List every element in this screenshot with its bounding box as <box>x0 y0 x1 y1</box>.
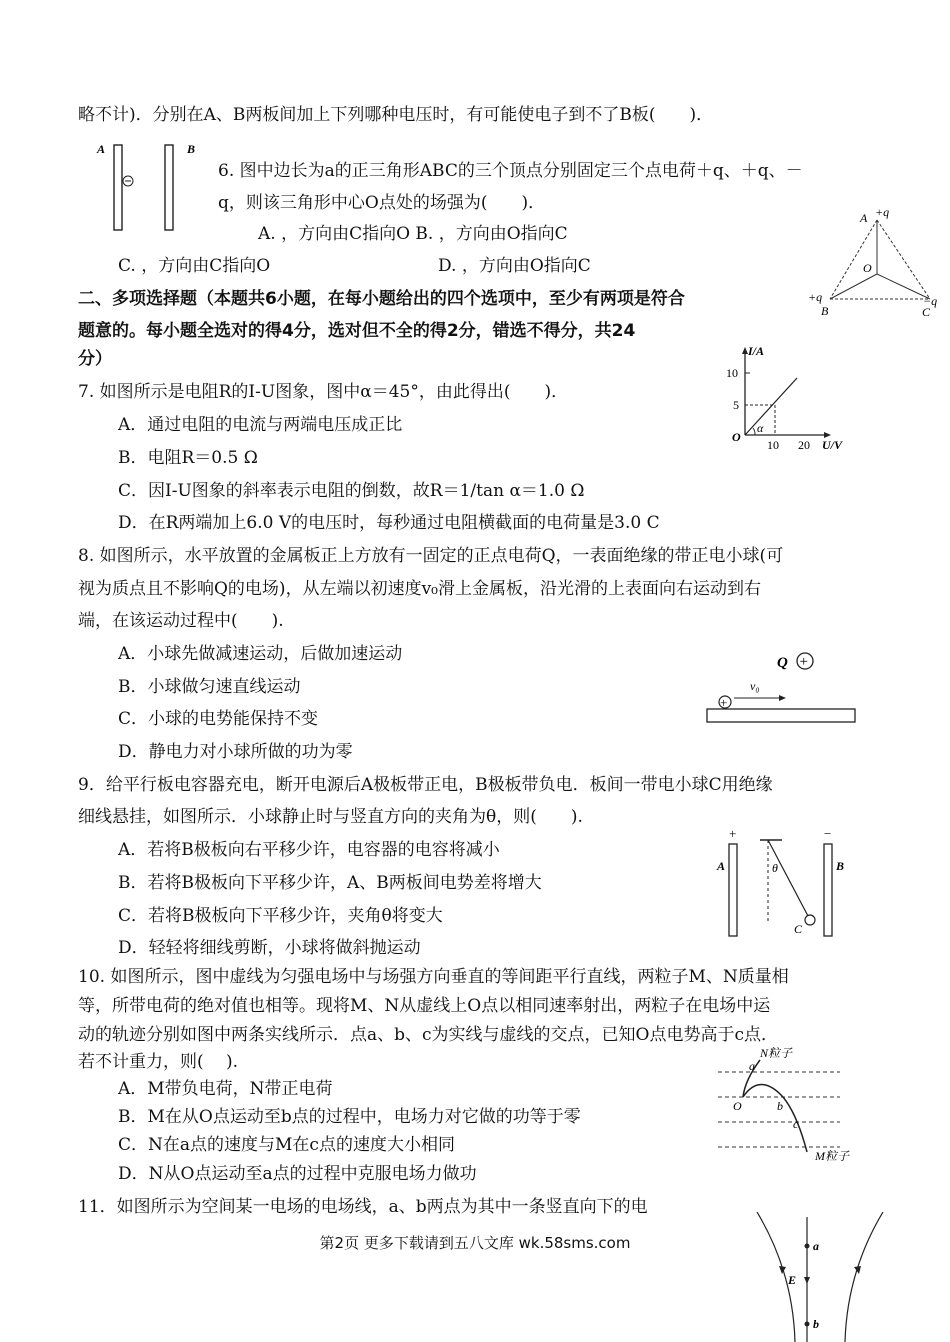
text-line: 二、多项选择题（本题共6小题，在每小题给出的四个选项中，至少有两项是符合 <box>78 289 685 309</box>
v0-label: v₀ <box>750 679 760 693</box>
text-line: 题意的。每小题全选对的得4分，选对但不全的得2分，错选不得分，共24 <box>78 321 636 341</box>
field-e-label: E <box>788 1273 797 1287</box>
charge-q-label: Q <box>777 655 788 671</box>
text-line: q，则该三角形中心O点处的场强为( )． <box>218 193 546 213</box>
text-line: C．因I-U图象的斜率表示电阻的倒数，故R＝1/tan α＝1.0 Ω <box>118 481 585 501</box>
plate-a-label: A <box>97 142 106 156</box>
text-line: 8. 如图所示，水平放置的金属板正上方放有一固定的正点电荷Q，一表面绝缘的带正电小球(可 <box>78 546 784 566</box>
y-tick-10: 10 <box>726 366 738 380</box>
plate-a-label: A <box>717 859 726 873</box>
alpha-label: α <box>757 421 764 435</box>
text-line: 略不计)．分别在A、B两板间加上下列哪种电压时，有可能使电子到不了B板( )． <box>78 105 714 125</box>
thread <box>768 840 808 916</box>
ball-c-label: C <box>794 922 803 936</box>
text-line: 分） <box>78 349 112 369</box>
ball-sign: + <box>720 695 728 710</box>
y-tick-5: 5 <box>733 398 739 412</box>
point-c-label: c <box>793 1117 799 1131</box>
charge-q-sign: + <box>799 654 808 670</box>
point-o-label: O <box>733 1099 742 1113</box>
theta-label: θ <box>772 861 778 875</box>
text-line: C．小球的电势能保持不变 <box>118 709 319 729</box>
text-line: A．若将B极板向右平移少许，电容器的电容将减小 <box>118 840 500 860</box>
y-axis-label: I/A <box>748 345 765 358</box>
page-footer: 第2页 更多下载请到五八文库 wk.58sms.com <box>319 1234 631 1252</box>
n-particle-label: N粒子 <box>760 1046 793 1060</box>
iu-line <box>745 378 797 435</box>
text-line: D．在R两端加上6.0 V的电压时，每秒通过电阻横截面的电荷量是3.0 C <box>118 513 660 533</box>
plate-b-sign: − <box>824 828 832 841</box>
vertex-b-charge: +q <box>808 290 823 304</box>
text-line: 动的轨迹分别如图中两条实线所示．点a、b、c为实线与虚线的交点，已知O点电势高于c点． <box>78 1025 778 1045</box>
plate-a-sign: + <box>729 828 737 841</box>
vertex-c-label: C <box>922 305 931 319</box>
plate-b <box>824 844 832 936</box>
plate-b-label: B <box>836 859 845 873</box>
text-line: D．N从O点运动至a点的过程中克服电场力做功 <box>118 1164 477 1184</box>
trajectory-figure <box>715 1042 870 1167</box>
text-line: 视为质点且不影响Q的电场)，从左端以初速度v₀滑上金属板，沿光滑的上表面向右运动到右 <box>78 579 761 599</box>
text-line: D. ，方向由O指向C <box>438 256 591 276</box>
x-axis-label: U/V <box>822 438 843 452</box>
plates-figure <box>92 138 202 233</box>
text-line: A．M带负电荷，N带正电荷 <box>118 1079 333 1099</box>
plate-b <box>165 145 173 230</box>
text-line: 9．给平行板电容器充电，断开电源后A极板带正电，B极板带负电．板间一带电小球C用绝缘 <box>78 775 773 795</box>
vertex-a-label: A <box>860 211 868 225</box>
text-line: 端，在该运动过程中( ). <box>78 611 284 631</box>
text-line: C. ，方向由C指向O <box>118 256 271 276</box>
text-line: B．M在从O点运动至b点的过程中，电场力对它做的功等于零 <box>118 1107 581 1127</box>
text-line: A．小球先做减速运动，后做加速运动 <box>118 644 403 664</box>
x-tick-20: 20 <box>798 438 810 452</box>
capacitor-figure <box>712 828 862 940</box>
text-line: C．N在a点的速度与M在c点的速度大小相同 <box>118 1135 455 1155</box>
plate-a <box>114 145 122 230</box>
plate-a <box>729 844 737 936</box>
angle-arc <box>753 428 755 435</box>
side-ab <box>830 220 877 299</box>
text-line: B．小球做匀速直线运动 <box>118 677 301 697</box>
text-line: B．电阻R＝0.5 Ω <box>118 448 258 468</box>
right-arrow <box>854 1266 861 1274</box>
v0-arrow-head <box>779 695 786 701</box>
point-a-label: a <box>749 1059 755 1073</box>
point-a-label: a <box>813 1239 819 1253</box>
point-b-label: b <box>813 1317 819 1331</box>
text-line: B．若将B极板向下平移少许，A、B两板间电势差将增大 <box>118 873 542 893</box>
center-o-label: O <box>863 261 872 275</box>
text-line: 细线悬挂，如图所示．小球静止时与竖直方向的夹角为θ，则( ). <box>78 807 583 827</box>
text-line: 11．如图所示为空间某一电场的电场线，a、b两点为其中一条竖直向下的电 <box>78 1197 648 1217</box>
text-line: A. ，方向由C指向O B. ，方向由O指向C <box>258 224 568 244</box>
vertex-c-charge: −q <box>923 294 938 308</box>
triangle-figure <box>805 202 950 327</box>
text-line: C．若将B极板向下平移少许，夹角θ将变大 <box>118 906 443 926</box>
ball-c <box>805 915 815 925</box>
text-line: 若不计重力，则( ). <box>78 1052 239 1072</box>
text-line: D．静电力对小球所做的功为零 <box>118 742 353 762</box>
text-line: 等，所带电荷的绝对值也相等。现将M、N从虚线上O点以相同速率射出，两粒子在电场中运 <box>78 996 771 1016</box>
text-line: 6. 图中边长为a的正三角形ABC的三个顶点分别固定三个点电荷＋q、＋q、－ <box>218 161 803 181</box>
plate-charge-figure <box>702 648 867 730</box>
text-line: D．轻轻将细线剪断，小球将做斜抛运动 <box>118 938 421 958</box>
metal-plate <box>707 709 855 722</box>
vertex-a-charge: +q <box>875 205 890 219</box>
text-line: 10. 如图所示，图中虚线为匀强电场中与场强方向垂直的等间距平行直线，两粒子M、N质量相 <box>78 967 789 987</box>
point-b-label: b <box>777 1099 783 1113</box>
x-tick-10: 10 <box>767 438 779 452</box>
point-b <box>805 1322 810 1327</box>
iu-graph-figure <box>722 345 862 457</box>
left-arrow <box>779 1266 786 1274</box>
m-particle-label: M粒子 <box>815 1149 849 1163</box>
vertex-b-label: B <box>821 304 829 318</box>
center-arrow <box>804 1277 810 1284</box>
text-line: A．通过电阻的电流与两端电压成正比 <box>118 415 403 435</box>
side-ac <box>877 220 930 299</box>
origin-label: O <box>732 430 741 444</box>
plate-b-label: B <box>187 142 196 156</box>
text-line: 7. 如图所示是电阻R的I-U图象，图中α＝45°，由此得出( )． <box>78 382 569 402</box>
